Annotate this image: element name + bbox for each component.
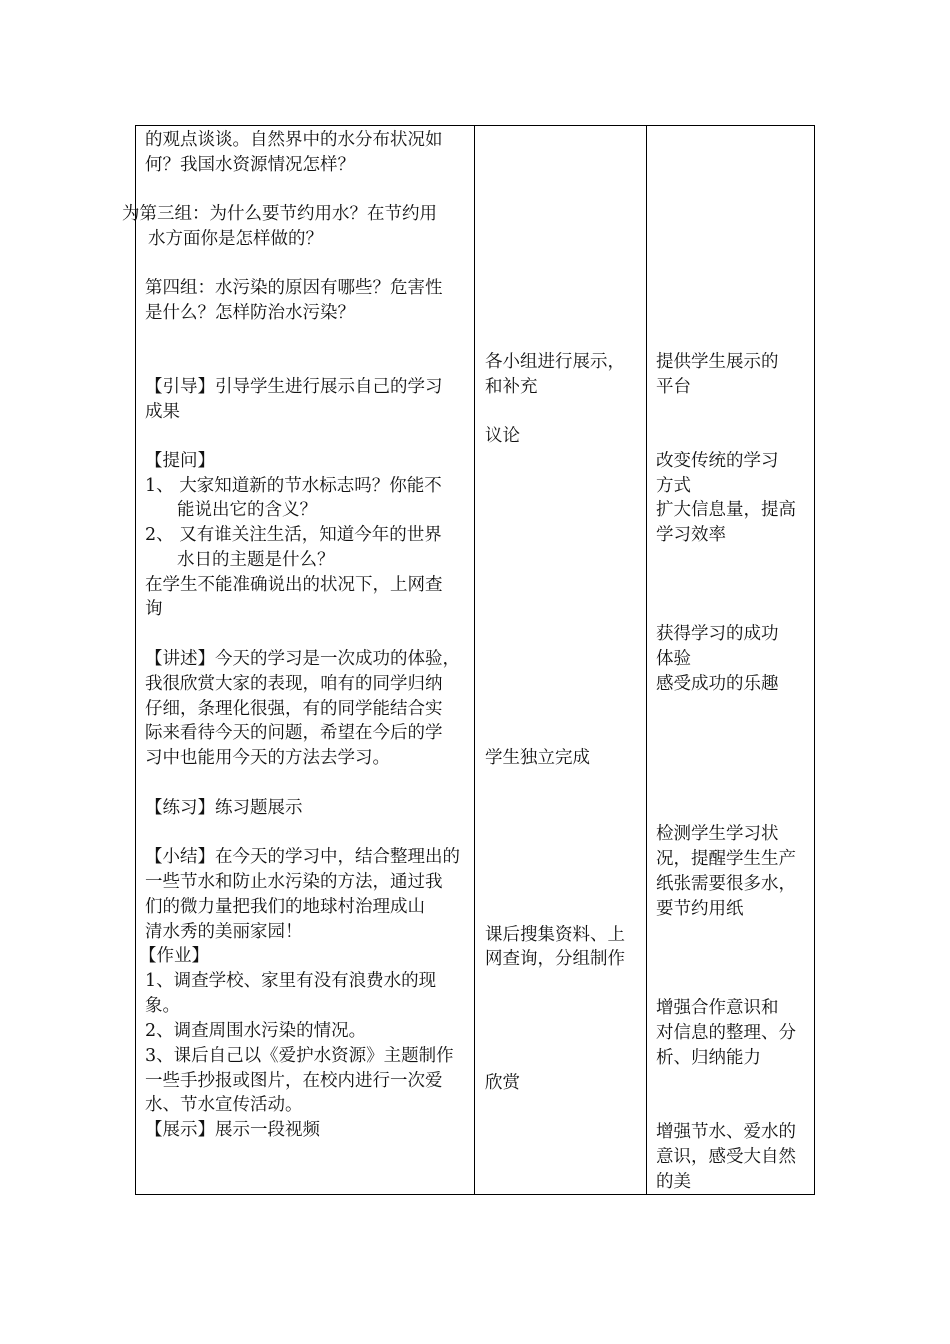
text-line: 增强节水、爱水的 <box>656 1122 796 1142</box>
text-line: 学生独立完成 <box>485 748 590 768</box>
text-line: 意识，感受大自然 <box>656 1147 796 1167</box>
text-line: 的观点谈谈。自然界中的水分布状况如 <box>145 130 443 150</box>
text-line: 获得学习的成功 <box>656 624 779 644</box>
text-line: 一些手抄报或图片，在校内进行一次爱 <box>145 1071 443 1091</box>
text-line: 1、调查学校、家里有没有浪费水的现 <box>145 971 437 991</box>
text-line: 一些节水和防止水污染的方法，通过我 <box>145 872 443 892</box>
text-line: 何？我国水资源情况怎样？ <box>145 155 355 175</box>
text-line: 议论 <box>485 426 520 446</box>
text-line: 检测学生学习状 <box>656 824 779 844</box>
text-line: 际来看待今天的问题，希望在今后的学 <box>145 723 443 743</box>
text-line: 平台 <box>656 377 691 397</box>
text-line: 课后搜集资料、上 <box>485 925 625 945</box>
text-line: 的美 <box>656 1172 691 1192</box>
text-line: 【练习】练习题展示 <box>145 798 303 818</box>
text-line: 改变传统的学习 <box>656 451 779 471</box>
text-line: 2、调查周围水污染的情况。 <box>145 1021 367 1041</box>
text-line: 【作业】 <box>139 946 209 966</box>
text-line: 第四组：水污染的原因有哪些？危害性 <box>145 278 443 298</box>
text-line: 为第三组：为什么要节约用水？在节约用 <box>122 204 437 224</box>
text-line: 成果 <box>145 402 180 422</box>
text-line: 欣赏 <box>485 1073 520 1093</box>
text-line: 网查询，分组制作 <box>485 949 625 969</box>
text-line: 们的微力量把我们的地球村治理成山 <box>145 897 425 917</box>
text-line: 感受成功的乐趣 <box>656 674 779 694</box>
text-line: 方式 <box>656 476 691 496</box>
text-line: 【引导】引导学生进行展示自己的学习 <box>145 377 443 397</box>
text-line: 提供学生展示的 <box>656 352 779 372</box>
text-line: 【提问】 <box>145 451 215 471</box>
text-line: 象。 <box>145 996 180 1016</box>
text-line: 【展示】展示一段视频 <box>145 1120 320 1140</box>
text-line: 水日的主题是什么？ <box>177 550 335 570</box>
text-line: 习中也能用今天的方法去学习。 <box>145 748 390 768</box>
text-line: 况，提醒学生生产 <box>656 849 796 869</box>
text-line: 学习效率 <box>656 525 726 545</box>
text-line: 清水秀的美丽家园！ <box>145 922 303 942</box>
text-line: 扩大信息量，提高 <box>656 500 796 520</box>
text-line: 1、 大家知道新的节水标志吗？你能不 <box>145 476 442 496</box>
text-line: 询 <box>145 599 163 619</box>
text-line: 要节约用纸 <box>656 899 744 919</box>
text-line: 在学生不能准确说出的状况下，上网查 <box>145 575 443 595</box>
text-line: 增强合作意识和 <box>656 998 779 1018</box>
text-line: 2、 又有谁关注生活，知道今年的世界 <box>145 525 442 545</box>
text-line: 各小组进行展示， <box>485 352 625 372</box>
text-line: 3、课后自己以《爱护水资源》主题制作 <box>145 1046 454 1066</box>
text-line: 【讲述】今天的学习是一次成功的体验， <box>145 649 460 669</box>
text-line: 水、节水宣传活动。 <box>145 1095 303 1115</box>
text-line: 能说出它的含义？ <box>177 500 317 520</box>
text-line: 析、归纳能力 <box>656 1048 761 1068</box>
text-line: 纸张需要很多水， <box>656 874 796 894</box>
text-line: 仔细，条理化很强，有的同学能结合实 <box>145 699 443 719</box>
text-line: 我很欣赏大家的表现，咱有的同学归纳 <box>145 674 443 694</box>
text-line: 【小结】在今天的学习中，结合整理出的 <box>145 847 460 867</box>
column-divider-2 <box>646 126 647 1194</box>
column-divider-1 <box>474 126 475 1194</box>
text-line: 水方面你是怎样做的？ <box>148 229 323 249</box>
text-line: 是什么？怎样防治水污染？ <box>145 303 355 323</box>
text-line: 对信息的整理、分 <box>656 1023 796 1043</box>
text-line: 和补充 <box>485 377 538 397</box>
text-line: 体验 <box>656 649 691 669</box>
